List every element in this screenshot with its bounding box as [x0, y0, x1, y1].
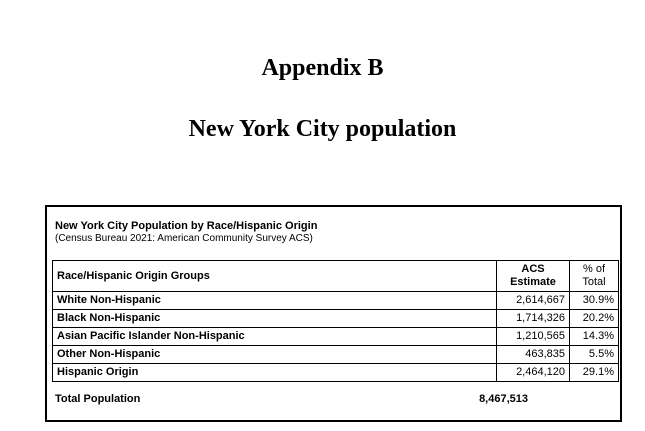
- table-row: [53, 310, 619, 328]
- row-group: Hispanic Origin: [53, 364, 497, 382]
- row-group: White Non-Hispanic: [53, 292, 497, 310]
- row-estimate: 463,835: [497, 346, 570, 364]
- row-estimate: 2,614,667: [497, 292, 570, 310]
- table-row: [53, 364, 619, 382]
- header-estimate-line1: ACS: [521, 263, 545, 275]
- population-table: [52, 260, 619, 382]
- header-estimate-line2: Estimate: [510, 276, 556, 288]
- row-percent: 30.9%: [570, 292, 619, 310]
- row-group: Asian Pacific Islander Non-Hispanic: [53, 328, 497, 346]
- table-source: (Census Bureau 2021: American Community Survey ACS): [55, 233, 313, 244]
- row-estimate: 1,714,326: [497, 310, 570, 328]
- table-row: [53, 292, 619, 310]
- total-population-label: Total Population: [55, 393, 141, 405]
- appendix-heading: Appendix B: [261, 55, 384, 81]
- row-percent: 20.2%: [570, 310, 619, 328]
- population-table-panel: [45, 205, 622, 422]
- table-row: [53, 328, 619, 346]
- header-percent: [570, 261, 619, 292]
- row-group: Black Non-Hispanic: [53, 310, 497, 328]
- page-title: New York City population: [188, 116, 457, 142]
- row-percent: 5.5%: [570, 346, 619, 364]
- row-group: Other Non-Hispanic: [53, 346, 497, 364]
- header-percent-line2: Total: [582, 276, 606, 288]
- header-percent-line1: % of: [582, 263, 605, 275]
- header-estimate: [497, 261, 570, 292]
- table-row: [53, 346, 619, 364]
- row-percent: 29.1%: [570, 364, 619, 382]
- table-title: New York City Population by Race/Hispanic Origin: [55, 220, 318, 232]
- header-group: Race/Hispanic Origin Groups: [53, 261, 497, 292]
- row-estimate: 1,210,565: [497, 328, 570, 346]
- row-estimate: 2,464,120: [497, 364, 570, 382]
- row-percent: 14.3%: [570, 328, 619, 346]
- total-population-value: 8,467,513: [479, 393, 528, 405]
- table-header-row: [53, 261, 619, 292]
